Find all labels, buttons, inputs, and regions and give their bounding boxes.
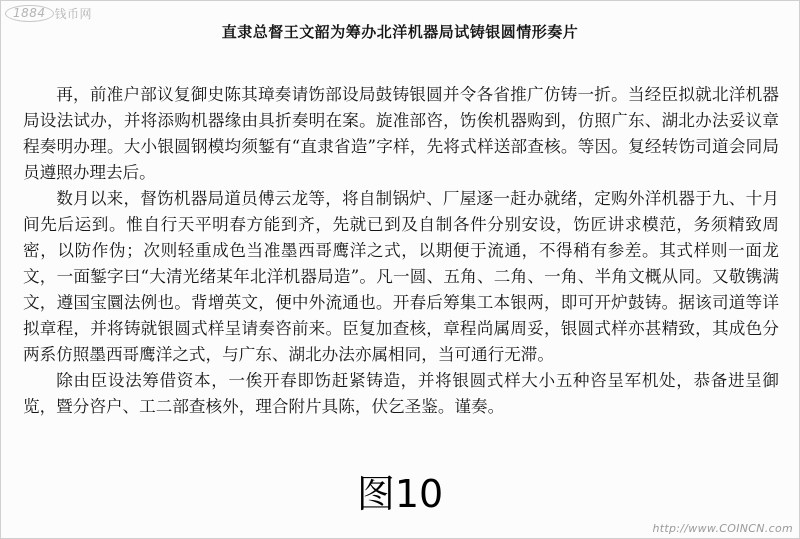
watermark-logo bbox=[5, 5, 92, 22]
document-title: 直隶总督王文韶为筹办北洋机器局试铸银圆情形奏片 bbox=[221, 23, 579, 41]
figure-label: 图10 bbox=[356, 472, 444, 516]
paragraph-3: 除由臣设法筹借资本，一俟开春即饬赶紧铸造，并将银圆式样大小五种咨呈军机处，恭备进呈御览，暨分咨户、工二部查核外，理合附片具陈，伏乞圣鉴。谨奏。 bbox=[23, 371, 779, 416]
watermark-url: http://www.COINCN.com bbox=[652, 522, 793, 535]
watermark-text: 钱币网 bbox=[54, 7, 93, 21]
watermark-badge: 1884 bbox=[5, 5, 54, 22]
document-body bbox=[23, 82, 779, 420]
paragraph-2: 数月以来，督饬机器局道员傅云龙等，将自制锅炉、厂屋逐一赶办就绪，定购外洋机器于九、十月间先后运到。惟自行天平明春方能到齐，先就已到及自制各件分别安设，饬匠讲求模范，务须精致周密，以防作伪；次则轻重成色当准墨西哥鹰洋之式，以期便于流通，不得稍有参差。其式样则一面龙文，一面錾字曰“大清光绪某年北洋机器局造”。凡一圆、五角、二角、一角、半角文概从同。又敬镌满文，遵国宝圜法例也。背增英文，便中外流通也。开春后筹集工本银两，即可开炉鼓铸。据该司道等详拟章程，并将铸就银圆式样呈请奏咨前来。臣复加查核，章程尚属周妥，银圆式样亦甚精致，其成色分两系仿照墨西哥鹰洋之式，与广东、湖北办法亦属相同，当可通行无滞。 bbox=[23, 189, 779, 364]
paragraph-1: 再，前准户部议复御史陈其璋奏请饬部设局鼓铸银圆并令各省推广仿铸一折。当经臣拟就北洋机器局设法试办，并将添购机器缘由具折奏明在案。旋准部咨，饬俟机器购到，仿照广东、湖北办法妥议章程奏明办理。大小银圆钢模均须錾有“直隶省造”字样，先将式样送部查核。等因。复经转饬司道会同局员遵照办理去后。 bbox=[23, 85, 779, 182]
